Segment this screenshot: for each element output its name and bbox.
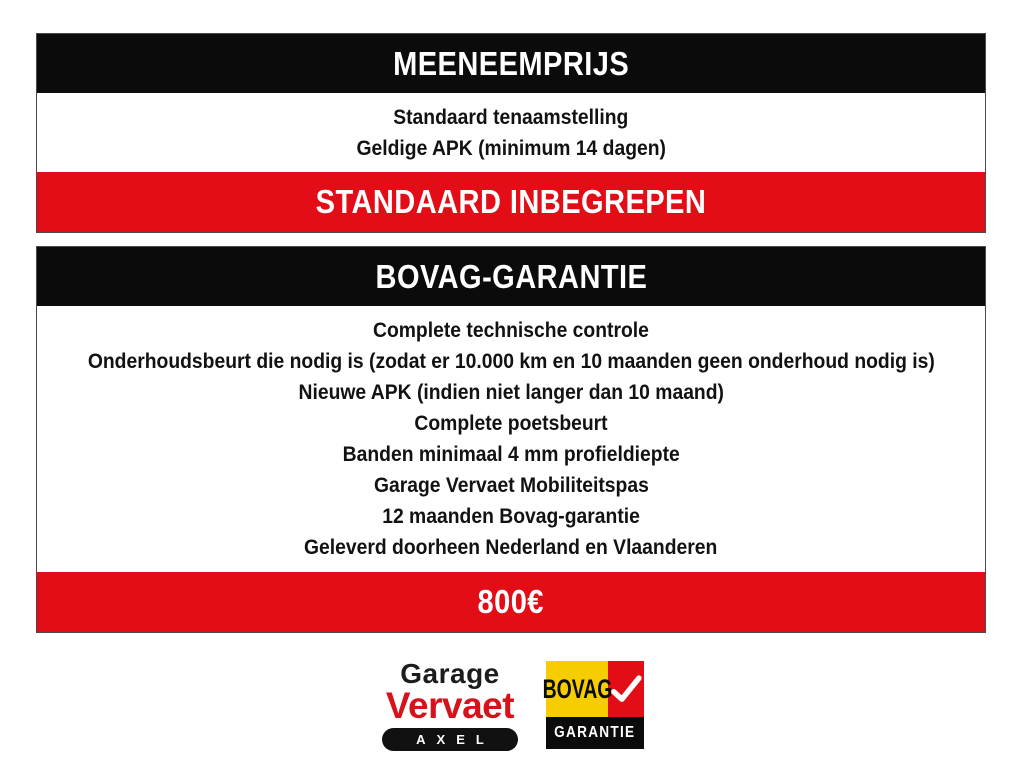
garage-logo-word2: Vervaet <box>385 684 515 726</box>
list-item: Garage Vervaet Mobiliteitspas <box>373 474 649 497</box>
meeneemprijs-title: MEENEEMPRIJS <box>392 44 630 82</box>
meeneemprijs-body <box>37 93 985 172</box>
list-item: Complete poetsbeurt <box>414 412 608 435</box>
bovag-garantie-body <box>37 306 985 572</box>
bovag-garantie-logo <box>542 661 644 749</box>
list-item: Complete technische controle <box>373 319 649 342</box>
list-item: Standaard tenaamstelling <box>393 105 629 129</box>
checkmark-icon <box>609 672 643 706</box>
list-item: 12 maanden Bovag-garantie <box>382 505 640 528</box>
bovag-logo-red-box <box>608 661 644 717</box>
list-item: Geldige APK (minimum 14 dagen) <box>356 136 666 160</box>
price-label: 800€ <box>477 583 545 620</box>
logo-strip <box>0 650 1024 760</box>
standaard-inbegrepen-banner <box>37 172 985 232</box>
bovag-logo-yellow-box <box>542 661 612 717</box>
garage-logo-word1: Garage <box>400 657 500 689</box>
bovag-logo-top <box>542 661 644 717</box>
bovag-logo-word: BOVAG <box>542 673 612 704</box>
garage-vervaet-logo <box>380 657 520 751</box>
list-item: Banden minimaal 4 mm profieldiepte <box>342 443 680 466</box>
bovag-logo-subword: GARANTIE <box>554 724 636 741</box>
bovag-garantie-header-bar <box>37 247 985 306</box>
price-banner <box>37 572 985 632</box>
bovag-garantie-card <box>36 246 986 633</box>
meeneemprijs-card <box>36 33 986 233</box>
list-item: Geleverd doorheen Nederland en Vlaanderen <box>304 536 718 559</box>
standaard-inbegrepen-label: STANDAARD INBEGREPEN <box>315 183 707 220</box>
axel-badge: AXEL <box>382 728 518 751</box>
list-item: Onderhoudsbeurt die nodig is (zodat er 10.000 km en 10 maanden geen onderhoud nodig is) <box>87 350 935 373</box>
bovag-logo-black-bar <box>546 717 644 749</box>
list-item: Nieuwe APK (indien niet langer dan 10 maand) <box>298 381 724 404</box>
meeneemprijs-header-bar <box>37 34 985 93</box>
bovag-garantie-title: BOVAG-GARANTIE <box>375 257 647 295</box>
